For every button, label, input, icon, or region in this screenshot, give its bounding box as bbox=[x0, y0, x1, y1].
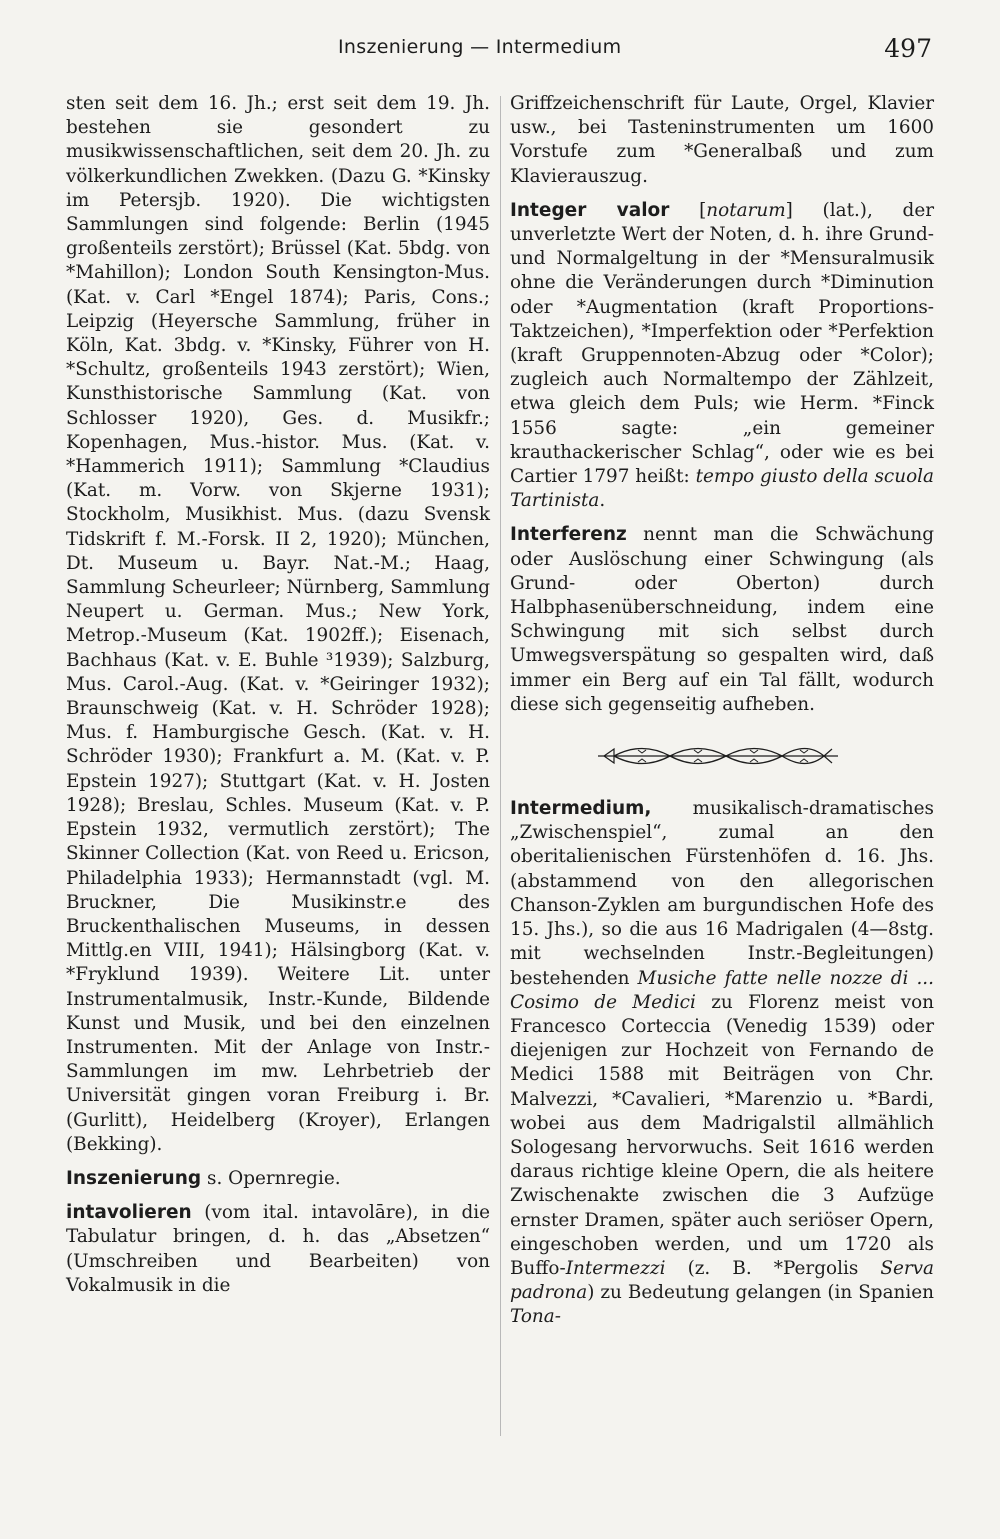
headword-intavolieren: intavolieren bbox=[66, 1202, 192, 1224]
entry-text: nennt man die Schwächung oder Auslöschung einer Schwingung (als Grund- oder Oberton) durch Halbphasenüberschneidung, indem eine Schwingung mit sich selbst durch Umwegsverspätung so gespalten wird, daß immer ein Berg auf ein Tal fällt, wodurch diese sich gegenseitig aufheben. bbox=[510, 524, 934, 715]
entry-italic: Serva padrona bbox=[510, 1257, 934, 1304]
entry-inszenierung bbox=[66, 1167, 490, 1191]
entry-italic: tempo giusto della scuola Tartinista bbox=[510, 466, 934, 512]
left-column bbox=[66, 92, 490, 1298]
entry-text: ) zu Bedeutung gelangen (in Spanien bbox=[587, 1282, 934, 1304]
entry-text: zu Florenz meist von Francesco Corteccia (Venedig 1539) oder diejenigen zur Hochzeit von Fernando de Medici 1588 mit Beiträgen von Chr. Malvezzi, *Cavalieri, *Marenzio u. *Bardi, wobei aus dem Madrigalstil allmählich Sologesang hervorwuchs. Seit 1616 werden daraus richtige kleine Opern, die als heitere Zwischenakte zwischen die 3 Aufzüge ernster Dramen, später auch seriöser Opern, eingeschoben werden, und um 1720 als Buffo- bbox=[510, 991, 934, 1279]
entry-intavolieren bbox=[66, 1201, 490, 1298]
entry-text: (vom ital. intavolāre), in die Tabulatur bringen, d. h. das „Absetzen“ (Umschreiben und Bearbeiten) von Vokalmusik in die bbox=[66, 1202, 490, 1296]
entry-italic: Tona- bbox=[510, 1306, 561, 1328]
entry-text: . bbox=[599, 490, 606, 512]
headword-integer-valor: Integer valor bbox=[510, 199, 670, 221]
headword-inszenierung: Inszenierung bbox=[66, 1167, 202, 1189]
headword-intermedium: Intermedium, bbox=[510, 798, 652, 820]
entry-text: s. Opernregie. bbox=[201, 1167, 341, 1189]
entry-interferenz bbox=[510, 523, 934, 717]
entry-integer-valor bbox=[510, 199, 934, 514]
entry-text: (z. B. *Pergolis bbox=[665, 1257, 881, 1279]
entry-intermedium bbox=[510, 797, 934, 1329]
collections-continuation: sten seit dem 16. Jh.; erst seit dem 19. Jh. bestehen sie gesondert zu musikwissenschaftlichen, seit dem 20. Jh. zu völkerkundlichen Zwekken. (Dazu G. *Kinsky im Petersjb. 1920). Die wichtigsten Sammlungen sind folgende: Berlin (1945 großenteils zerstört); Brüssel (Kat. 5bdg. von *Mahillon); London South Kensington-Mus. (Kat. v. Carl *Engel 1874); Paris, Cons.; Leipzig (Heyersche Sammlung, früher in Köln, Kat. 3bdg. v. *Kinsky, Führer von H. *Schultz, großenteils 1943 zerstört); Wien, Kunsthistorische Sammlung (Kat. von Schlosser 1920), Ges. d. Musikfr.; Kopenhagen, Mus.-histor. Mus. (Kat. v. *Hammerich 1911); Sammlung *Claudius (Kat. m. Vorw. von Skjerne 1931); Stockholm, Musikhist. Mus. (dazu Svensk Tidskrift f. M.-Forsk. II 2, 1920); München, Dt. Museum u. Bayr. Nat.-M.; Haag, Sammlung Scheurleer; Nürnberg, Sammlung Neupert u. German. Mus.; New York, Metrop.-Museum (Kat. 1902ff.); Eisenach, Bachhaus (Kat. v. E. Buhle ³1939); Salzburg, Mus. Carol.-Aug. (Kat. v. *Geiringer 1932); Braunschweig (Kat. v. H. Schröder 1928); Mus. f. Hamburgische Gesch. (Kat. v. H. Schröder 1930); Frankfurt a. M. (Kat. v. P. Epstein 1927); Stuttgart (Kat. v. H. Josten 1928); Breslau, Schles. Museum (Kat. v. P. Epstein 1932, vermutlich zerstört); The Skinner Collection (Kat. von Reed u. Ericson, Philadelphia 1933); Hermannstadt (vgl. M. Bruckner, Die Musikinstr.e des Bruckenthalischen Museums, in dessen Mittlg.en VIII, 1941); Hälsingborg (Kat. v. *Fryklund 1939). Weitere Lit. unter Instrumentalmusik, Instr.-Kunde, Bildende Kunst und Musik, und bei den einzelnen Instrumenten. Mit der Anlage von Instr.-Sammlungen im mw. Lehrbetrieb der Universität gingen voran Freiburg i. Br. (Gurlitt), Heidelberg (Kroyer), Erlangen (Bekking). bbox=[66, 93, 490, 1155]
entry-italic: Intermezzi bbox=[565, 1257, 666, 1279]
section-ornament-icon bbox=[598, 743, 838, 769]
column-divider bbox=[500, 96, 501, 1436]
running-title: Inszenierung — Intermedium bbox=[338, 36, 622, 58]
entry-text: musikalisch-dramatisches „Zwischenspiel“, zumal an den oberitalienischen Fürstenhöfen d. 16. Jhs. (abstammend von den allegorischen Chanson-Zyklen am burgundischen Hofe des 15. Jhs.), so die aus 16 Madrigalen (4—8stg. mit wechselnden Instr.-Begleitungen) bestehenden bbox=[510, 798, 934, 989]
intavolieren-continuation: Griffzeichenschrift für Laute, Orgel, Klavier usw., bei Tasteninstrumenten um 1600 Vorstufe zum *Generalbaß und zum Klavierauszug. bbox=[510, 93, 934, 187]
entry-italic: Musiche fatte nelle nozze di ... Cosimo de Medici bbox=[510, 967, 934, 1013]
entry-italic: notarum bbox=[706, 199, 786, 221]
page-header bbox=[0, 34, 1000, 74]
entry-text: [ bbox=[669, 199, 707, 221]
right-column bbox=[510, 92, 934, 1330]
entry-text: ] (lat.), der unverletzte Wert der Noten, d. h. ihre Grund- und Normalgeltung in der *Mensuralmusik ohne die Veränderungen durch *Diminution oder *Augmentation (kraft Proportions-Taktzeichen), *Imperfektion oder *Perfektion (kraft Gruppennoten-Abzug oder *Color); zugleich auch Normaltempo der Zählzeit, etwa gleich dem Puls; wie Herm. *Finck 1556 sagte: „ein gemeiner krauthackerischer Schlag“, oder wie es bei Cartier 1797 heißt: bbox=[510, 199, 934, 488]
page-number: 497 bbox=[884, 34, 932, 63]
headword-interferenz: Interferenz bbox=[510, 524, 627, 546]
